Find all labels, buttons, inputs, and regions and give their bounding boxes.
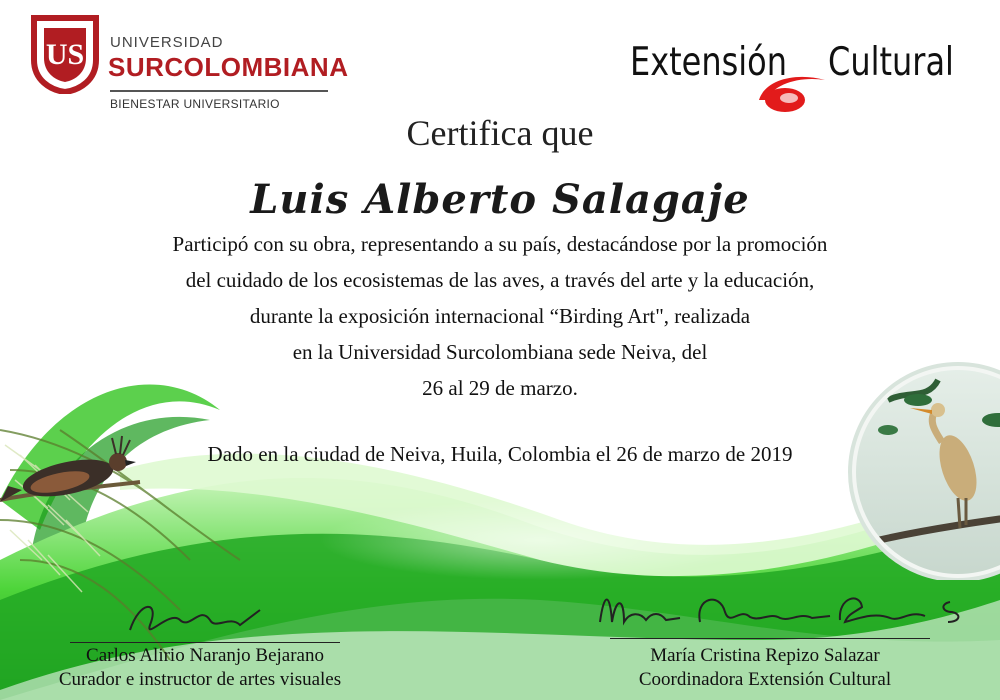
issue-date-statement: Dado en la ciudad de Neiva, Huila, Colombia el 26 de marzo de 2019 — [207, 442, 793, 466]
signatory-role: Coordinadora Extensión Cultural — [638, 669, 892, 690]
signatory-name: María Cristina Repizo Salazar — [650, 645, 880, 666]
certificate-heading: Certifica que — [406, 113, 594, 153]
university-name: SURCOLOMBIANA — [108, 52, 349, 82]
signature-line-left — [70, 642, 340, 643]
cultural-word: Cultural — [828, 40, 954, 85]
body-line: 26 al 29 de marzo. — [422, 376, 578, 400]
body-line: durante la exposición internacional “Birding Art", realizada — [249, 304, 751, 328]
signature-line-right — [610, 638, 930, 639]
signature-right — [590, 582, 990, 642]
extension-word: Extensión — [630, 40, 788, 85]
recipient-name: Luis Alberto Salagaje — [250, 176, 750, 223]
signatory-name: Carlos Alirio Naranjo Bejarano — [86, 645, 324, 666]
university-department: BIENESTAR UNIVERSITARIO — [110, 97, 280, 111]
shield-letters: US — [45, 38, 85, 71]
signatory-role: Curador e instructor de artes visuales — [58, 669, 342, 690]
university-shield-logo — [30, 14, 100, 94]
body-line: Participó con su obra, representando a su país, destacándose por la promoción — [172, 232, 828, 256]
logo-divider — [110, 90, 328, 92]
body-line: del cuidado de los ecosistemas de las aves, a través del arte y la educación, — [185, 268, 815, 292]
university-label: UNIVERSIDAD — [110, 34, 224, 51]
signature-left — [120, 590, 300, 650]
body-line: en la Universidad Surcolombiana sede Neiva, del — [292, 340, 708, 364]
red-swirl-icon — [755, 70, 835, 115]
